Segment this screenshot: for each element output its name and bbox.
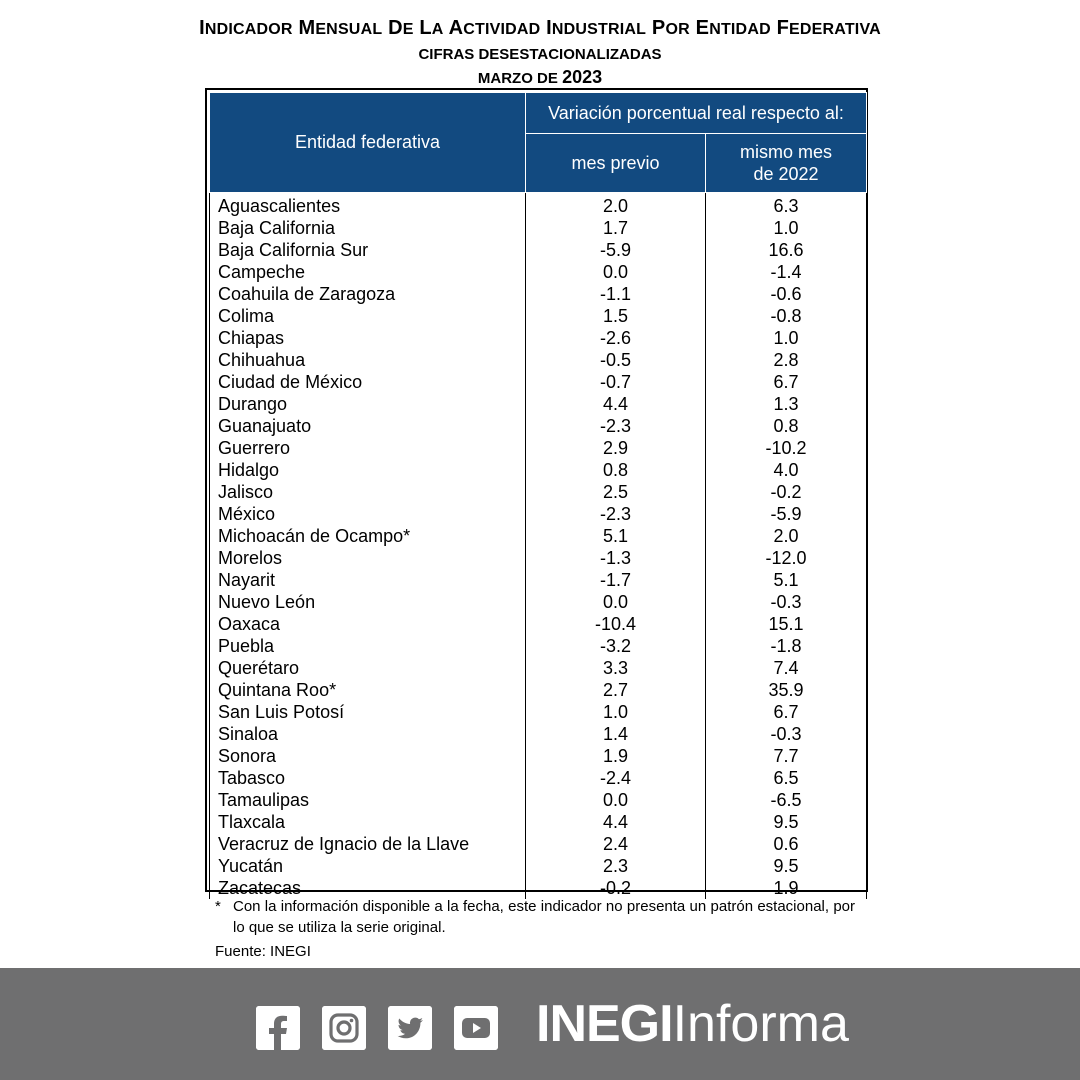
entity-cell: Quintana Roo* (210, 679, 526, 701)
prev-month-cell: -10.4 (526, 613, 706, 635)
same-month-cell: 16.6 (706, 239, 867, 261)
table-row (210, 437, 867, 459)
entity-cell: Michoacán de Ocampo* (210, 525, 526, 547)
table-row (210, 745, 867, 767)
table-row (210, 833, 867, 855)
report-date-month: MARZO DE (477, 70, 558, 87)
entity-cell: Puebla (210, 635, 526, 657)
same-month-cell: 9.5 (706, 811, 867, 833)
table-row (210, 679, 867, 701)
entity-cell: Durango (210, 393, 526, 415)
entity-cell: Sonora (210, 745, 526, 767)
prev-month-cell: 0.0 (526, 591, 706, 613)
table-row (210, 613, 867, 635)
table-row (210, 305, 867, 327)
facebook-icon[interactable] (256, 1006, 300, 1050)
entity-cell: Chihuahua (210, 349, 526, 371)
same-month-cell: 15.1 (706, 613, 867, 635)
footer-bar (0, 968, 1080, 1080)
table-row (210, 349, 867, 371)
asterisk-note-text: Con la información disponible a la fecha, este indicador no presenta un patrón estacional, por lo que se utiliza la serie original. (233, 898, 855, 936)
same-month-cell: 5.1 (706, 569, 867, 591)
same-month-cell: 2.0 (706, 525, 867, 547)
prev-month-cell: -0.5 (526, 349, 706, 371)
same-month-cell: 0.6 (706, 833, 867, 855)
same-month-cell: 6.3 (706, 193, 867, 218)
entity-cell: Tlaxcala (210, 811, 526, 833)
report-header (0, 14, 1080, 90)
column-header-same-month-line2: de 2022 (753, 164, 819, 184)
prev-month-cell: 0.8 (526, 459, 706, 481)
brand-light: Informa (672, 995, 849, 1053)
entity-cell: Tamaulipas (210, 789, 526, 811)
table-row (210, 503, 867, 525)
prev-month-cell: 2.7 (526, 679, 706, 701)
same-month-cell: -12.0 (706, 547, 867, 569)
footnotes (215, 896, 855, 962)
entity-cell: Zacatecas (210, 877, 526, 899)
instagram-icon[interactable] (322, 1006, 366, 1050)
same-month-cell: 7.4 (706, 657, 867, 679)
report-title (0, 14, 1080, 44)
prev-month-cell: 1.4 (526, 723, 706, 745)
same-month-cell: 1.0 (706, 327, 867, 349)
same-month-cell: 6.7 (706, 701, 867, 723)
data-table-frame (205, 88, 868, 898)
table-row (210, 525, 867, 547)
entity-cell: Campeche (210, 261, 526, 283)
entity-cell: Jalisco (210, 481, 526, 503)
prev-month-cell: 2.4 (526, 833, 706, 855)
table-row (210, 547, 867, 569)
asterisk-mark: * (215, 898, 221, 915)
entity-cell: Baja California (210, 217, 526, 239)
column-header-same-month (706, 134, 867, 193)
prev-month-cell: 4.4 (526, 811, 706, 833)
same-month-cell: -6.5 (706, 789, 867, 811)
prev-month-cell: -1.1 (526, 283, 706, 305)
entity-cell: Querétaro (210, 657, 526, 679)
table-row (210, 327, 867, 349)
prev-month-cell: -0.2 (526, 877, 706, 899)
table-row (210, 217, 867, 239)
same-month-cell: 2.8 (706, 349, 867, 371)
table-row (210, 569, 867, 591)
entity-cell: Oaxaca (210, 613, 526, 635)
table-row (210, 855, 867, 877)
table-row (210, 415, 867, 437)
table-row (210, 701, 867, 723)
prev-month-cell: -2.4 (526, 767, 706, 789)
entity-cell: Veracruz de Ignacio de la Llave (210, 833, 526, 855)
table-row (210, 393, 867, 415)
prev-month-cell: 1.7 (526, 217, 706, 239)
same-month-cell: 6.5 (706, 767, 867, 789)
report-subtitle: CIFRAS DESESTACIONALIZADAS (418, 46, 662, 63)
prev-month-cell: 2.5 (526, 481, 706, 503)
entity-cell: Ciudad de México (210, 371, 526, 393)
entity-cell: Sinaloa (210, 723, 526, 745)
prev-month-cell: -1.3 (526, 547, 706, 569)
prev-month-cell: 2.3 (526, 855, 706, 877)
prev-month-cell: -5.9 (526, 239, 706, 261)
same-month-cell: -10.2 (706, 437, 867, 459)
same-month-cell: -5.9 (706, 503, 867, 525)
column-header-entity: Entidad federativa (210, 93, 526, 193)
table-row (210, 811, 867, 833)
prev-month-cell: 1.5 (526, 305, 706, 327)
report-title-text: INDICADOR MENSUAL DE LA ACTIVIDAD INDUSTRIAL POR ENTIDAD FEDERATIVA (199, 17, 881, 39)
table-row (210, 591, 867, 613)
same-month-cell: -0.8 (706, 305, 867, 327)
brand-bold: INEGI (536, 995, 673, 1053)
same-month-cell: 1.9 (706, 877, 867, 899)
prev-month-cell: 3.3 (526, 657, 706, 679)
entity-cell: Tabasco (210, 767, 526, 789)
entity-cell: Nuevo León (210, 591, 526, 613)
entity-cell: Aguascalientes (210, 193, 526, 218)
same-month-cell: -0.3 (706, 591, 867, 613)
entity-cell: Guerrero (210, 437, 526, 459)
table-row (210, 193, 867, 218)
inegi-informa-logo (536, 994, 849, 1054)
prev-month-cell: -3.2 (526, 635, 706, 657)
entity-cell: Colima (210, 305, 526, 327)
prev-month-cell: 1.0 (526, 701, 706, 723)
prev-month-cell: -2.3 (526, 503, 706, 525)
report-date (0, 66, 1080, 90)
table-row (210, 481, 867, 503)
table-row (210, 723, 867, 745)
same-month-cell: 9.5 (706, 855, 867, 877)
table-row (210, 283, 867, 305)
table-row (210, 635, 867, 657)
prev-month-cell: -2.6 (526, 327, 706, 349)
column-group-header: Variación porcentual real respecto al: (526, 93, 867, 134)
entity-cell: Chiapas (210, 327, 526, 349)
same-month-cell: 35.9 (706, 679, 867, 701)
table-row (210, 767, 867, 789)
prev-month-cell: 1.9 (526, 745, 706, 767)
social-links (256, 1006, 520, 1050)
same-month-cell: 6.7 (706, 371, 867, 393)
prev-month-cell: -1.7 (526, 569, 706, 591)
same-month-cell: -0.3 (706, 723, 867, 745)
asterisk-note (215, 896, 855, 938)
column-header-prev-month: mes previo (526, 134, 706, 193)
same-month-cell: -0.2 (706, 481, 867, 503)
prev-month-cell: 0.0 (526, 789, 706, 811)
prev-month-cell: -2.3 (526, 415, 706, 437)
source-note: Fuente: INEGI (215, 943, 311, 960)
entity-cell: Coahuila de Zaragoza (210, 283, 526, 305)
prev-month-cell: 0.0 (526, 261, 706, 283)
prev-month-cell: 5.1 (526, 525, 706, 547)
same-month-cell: 0.8 (706, 415, 867, 437)
table-row (210, 789, 867, 811)
prev-month-cell: 2.0 (526, 193, 706, 218)
table-row (210, 261, 867, 283)
table-row (210, 657, 867, 679)
same-month-cell: 7.7 (706, 745, 867, 767)
same-month-cell: -0.6 (706, 283, 867, 305)
entity-cell: Hidalgo (210, 459, 526, 481)
same-month-cell: 1.3 (706, 393, 867, 415)
prev-month-cell: -0.7 (526, 371, 706, 393)
entity-cell: San Luis Potosí (210, 701, 526, 723)
prev-month-cell: 4.4 (526, 393, 706, 415)
entity-cell: Baja California Sur (210, 239, 526, 261)
entity-cell: Nayarit (210, 569, 526, 591)
twitter-icon[interactable] (388, 1006, 432, 1050)
same-month-cell: 4.0 (706, 459, 867, 481)
table-row (210, 459, 867, 481)
report-date-year: 2023 (562, 67, 603, 87)
entity-cell: Guanajuato (210, 415, 526, 437)
prev-month-cell: 2.9 (526, 437, 706, 459)
entity-cell: Yucatán (210, 855, 526, 877)
data-table (209, 92, 867, 899)
same-month-cell: 1.0 (706, 217, 867, 239)
table-row (210, 239, 867, 261)
same-month-cell: -1.4 (706, 261, 867, 283)
entity-cell: Morelos (210, 547, 526, 569)
column-header-same-month-line1: mismo mes (739, 142, 832, 162)
table-body (210, 193, 867, 900)
entity-cell: México (210, 503, 526, 525)
same-month-cell: -1.8 (706, 635, 867, 657)
youtube-icon[interactable] (454, 1006, 498, 1050)
table-row (210, 371, 867, 393)
